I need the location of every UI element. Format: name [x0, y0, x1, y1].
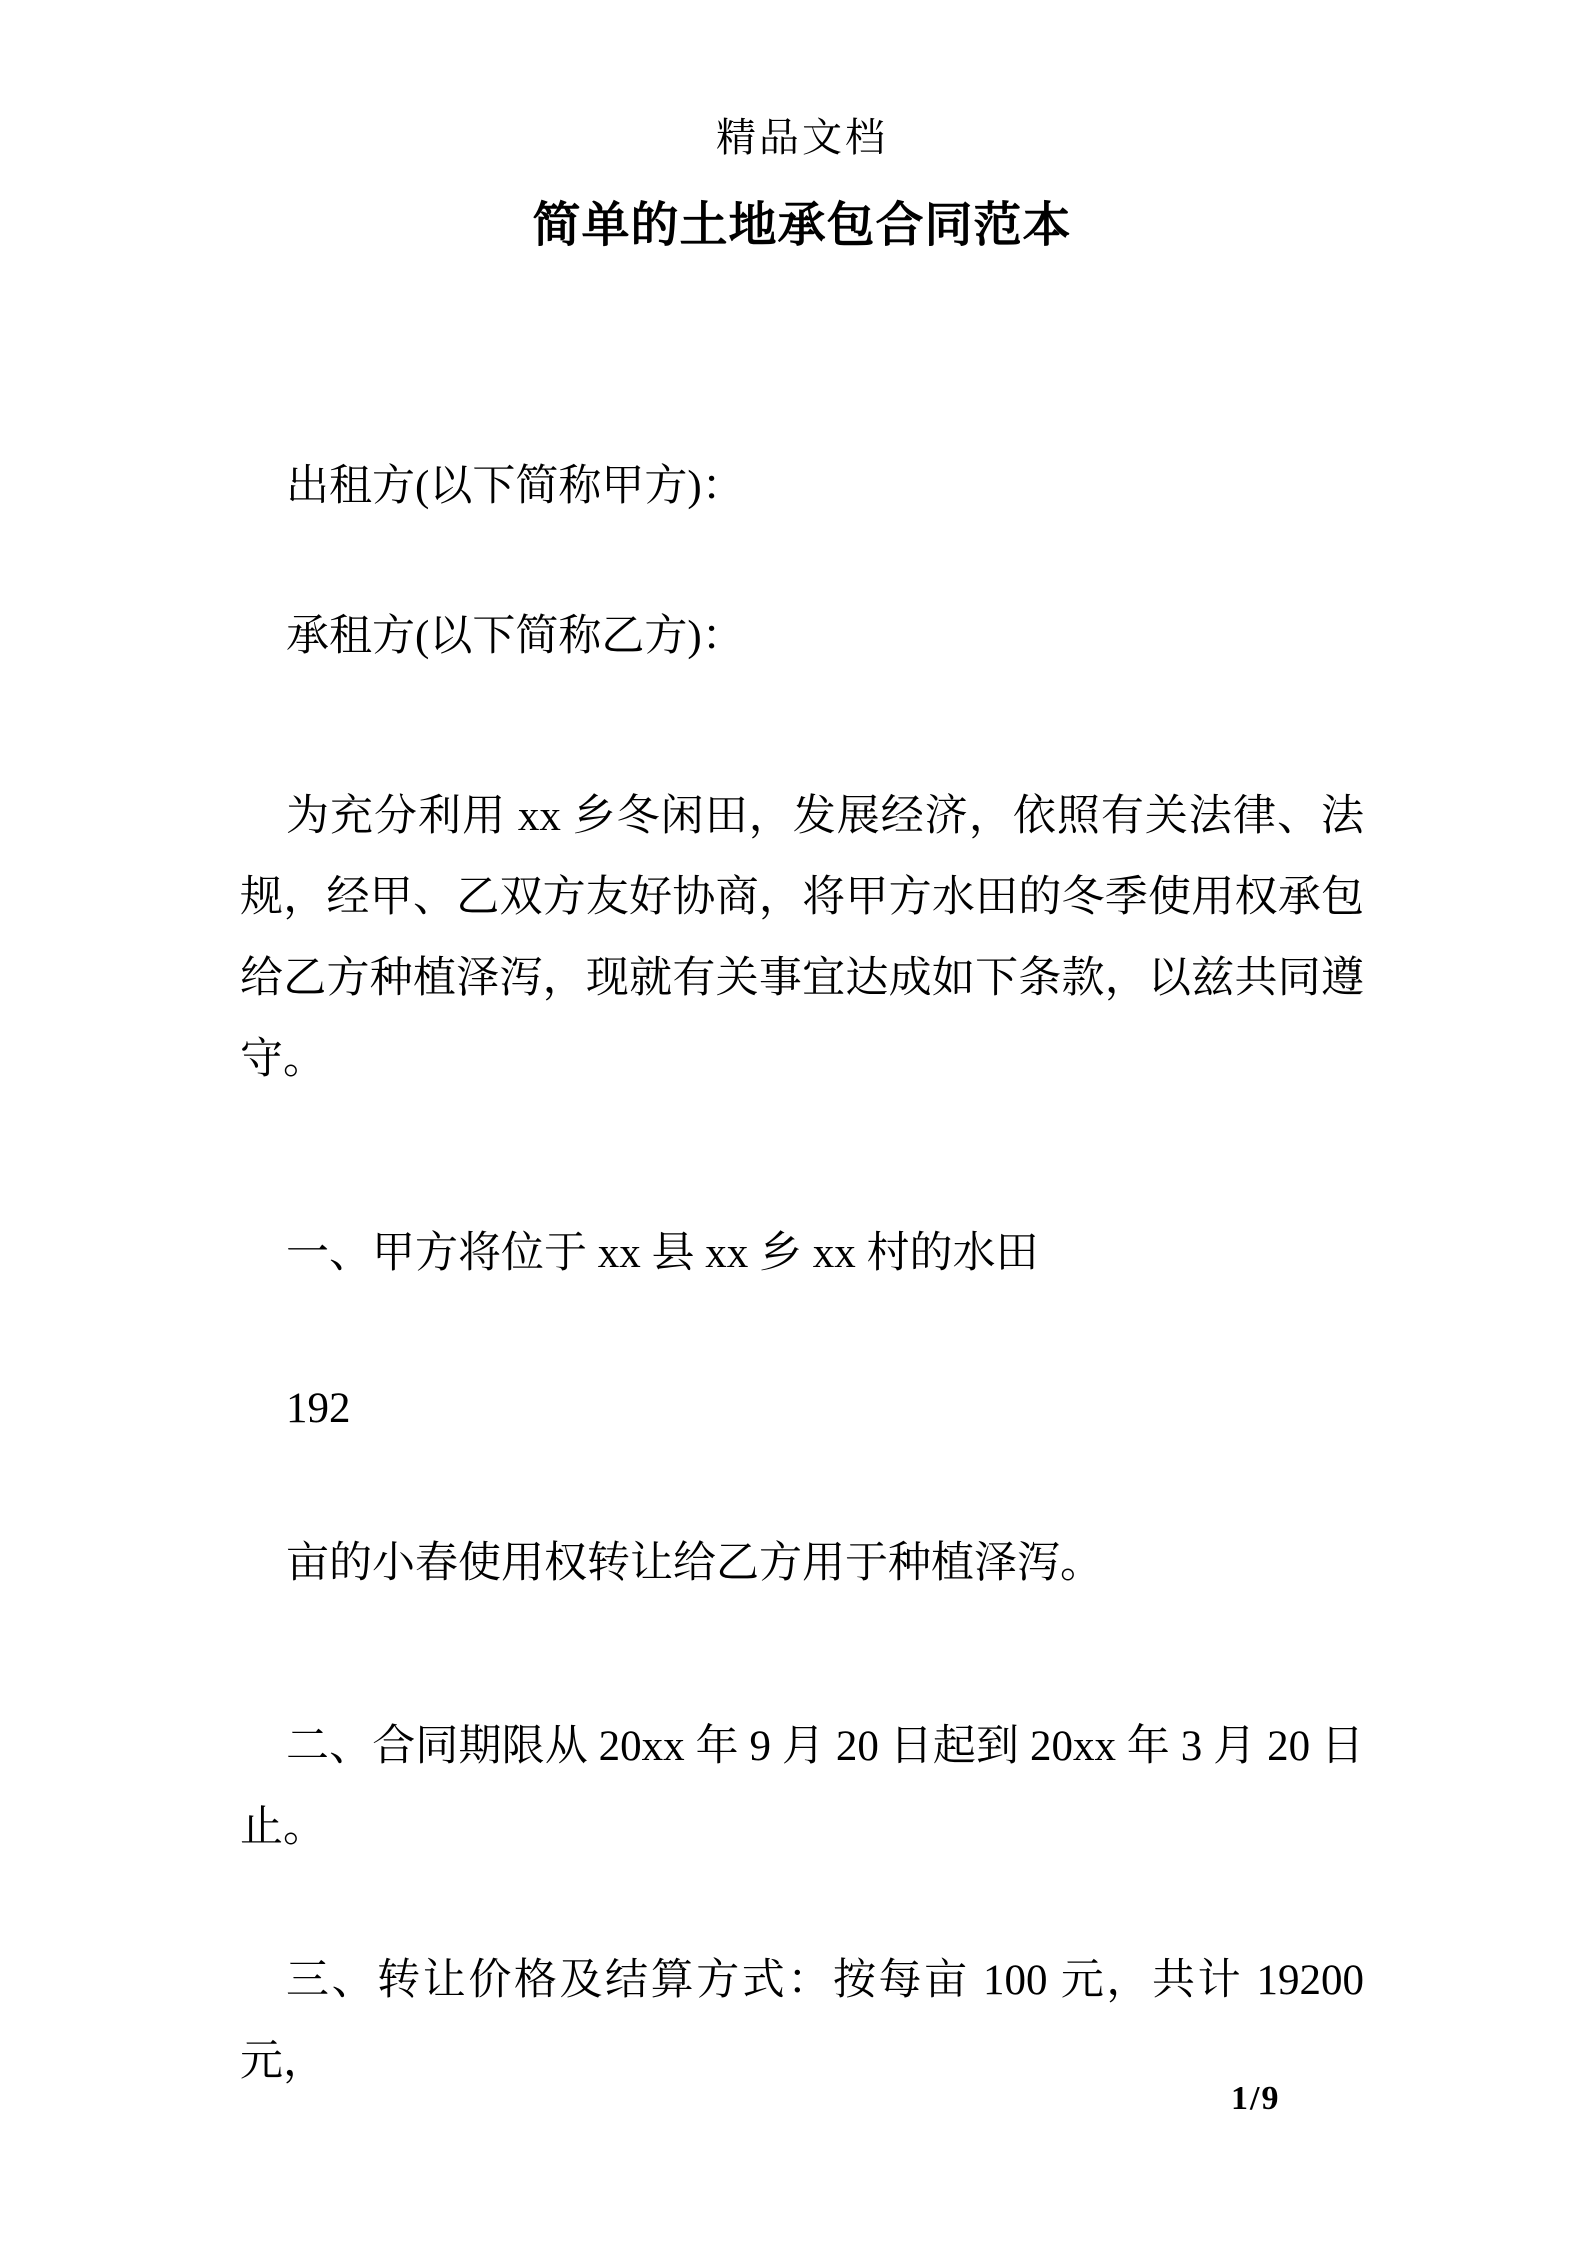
paragraph-lessee: 承租方(以下简称乙方)：	[286, 613, 745, 660]
paragraph-clause-1: 一、甲方将位于 xx 县 xx 乡 xx 村的水田	[286, 1230, 1039, 1277]
paragraph-lessor: 出租方(以下简称甲方)：	[286, 463, 745, 510]
paragraph-clause-3: 三、转让价格及结算方式：按每亩 100 元，共计 19200 元，	[240, 1957, 1364, 2085]
page-number: 1/9	[1231, 2080, 1281, 2117]
paragraph-preamble: 为充分利用 xx 乡冬闲田，发展经济，依照有关法律、法规，经甲、乙双方友好协商，将甲方水田的冬季使用权承包给乙方种植泽泻，现就有关事宜达成如下条款，以兹共同遵守。	[240, 793, 1364, 1083]
paragraph-clause-2: 二、合同期限从 20xx 年 9 月 20 日起到 20xx 年 3 月 20 日止。	[240, 1723, 1364, 1851]
page-title: 简单的土地承包合同范本	[532, 199, 1072, 252]
paragraph-area-value: 192	[286, 1385, 351, 1432]
document-header: 精品文档	[716, 115, 888, 160]
paragraph-clause-1-continued: 亩的小春使用权转让给乙方用于种植泽泻。	[286, 1540, 1103, 1587]
